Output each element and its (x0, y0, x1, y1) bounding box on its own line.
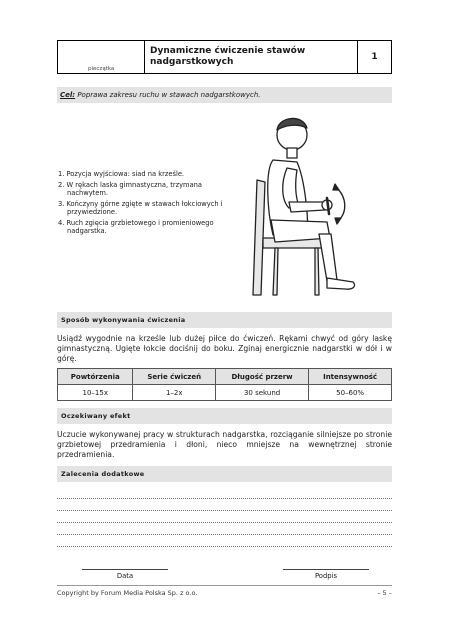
note-line[interactable] (57, 510, 392, 511)
table-cell: 1–2x (133, 385, 216, 401)
recommendations-heading: Zalecenia dodatkowe (61, 470, 145, 478)
step-item: 1. Pozycja wyjściowa: siad na krześle. (58, 170, 185, 178)
column-header: Intensywność (309, 369, 392, 385)
step-item: 4. Ruch zgięcia grzbietowego i promieniowego nadgarstka. (58, 219, 214, 235)
signature-line[interactable] (283, 569, 369, 570)
exercise-header-table (57, 40, 392, 74)
step-item: 3. Kończyny górne zgięte w stawach łokciowych i przywiedzione. (58, 200, 223, 216)
table-header-row (58, 369, 392, 385)
column-header: Serie ćwiczeń (133, 369, 216, 385)
effect-heading: Oczekiwany efekt (61, 412, 131, 420)
recommendations-heading-bar (57, 466, 392, 482)
footer-page-number: – 5 – (377, 589, 392, 597)
table-row (58, 385, 392, 401)
method-text: Usiądź wygodnie na krześle lub dużej piłce do ćwiczeń. Rękami chwyć od góry laskę gimnastyczną. Ugięte łokcie dociśnij do boku. Zginaj energicznie nadgarstki w dół i w górę. (57, 334, 392, 363)
exercise-illustration (235, 110, 365, 300)
note-line[interactable] (57, 546, 392, 547)
footer-divider (57, 585, 392, 586)
step-item: 2. W rękach laska gimnastyczna, trzymana nachwytem. (58, 181, 203, 197)
table-cell: 30 sekund (215, 385, 308, 401)
signature-label: Podpis (314, 572, 338, 580)
steps-list (58, 170, 230, 238)
parameters-table (57, 368, 392, 401)
note-line[interactable] (57, 534, 392, 535)
column-header: Powtórzenia (58, 369, 133, 385)
method-heading: Sposób wykonywania ćwiczenia (61, 316, 186, 324)
copyright-text: Copyright by Forum Media Polska Sp. z o.o. (57, 589, 198, 597)
goal-bar (57, 87, 392, 103)
note-line[interactable] (57, 498, 392, 499)
exercise-number: 1 (371, 52, 378, 62)
note-line[interactable] (57, 522, 392, 523)
goal-label: Cel: (60, 91, 76, 99)
effect-text: Uczucie wykonywanej pracy w strukturach nadgarstka, rozciąganie silniejsze po stronie grzbietowej przedramienia i dłoni, nieco mniejsze na wewnętrznej stronie przedramienia. (57, 430, 392, 459)
column-header: Długość przerw (215, 369, 308, 385)
table-cell: 50–60% (309, 385, 392, 401)
date-label: Data (116, 572, 134, 580)
stamp-cell (58, 41, 145, 73)
method-heading-bar (57, 312, 392, 328)
effect-heading-bar (57, 408, 392, 424)
goal-text: Poprawa zakresu ruchu w stawach nadgarstkowych. (77, 91, 261, 99)
exercise-title: Dynamiczne ćwiczenie stawów nadgarstkowych (150, 46, 306, 67)
table-cell: 10–15x (58, 385, 133, 401)
stamp-label: pieczątka (88, 66, 115, 72)
date-line[interactable] (82, 569, 168, 570)
